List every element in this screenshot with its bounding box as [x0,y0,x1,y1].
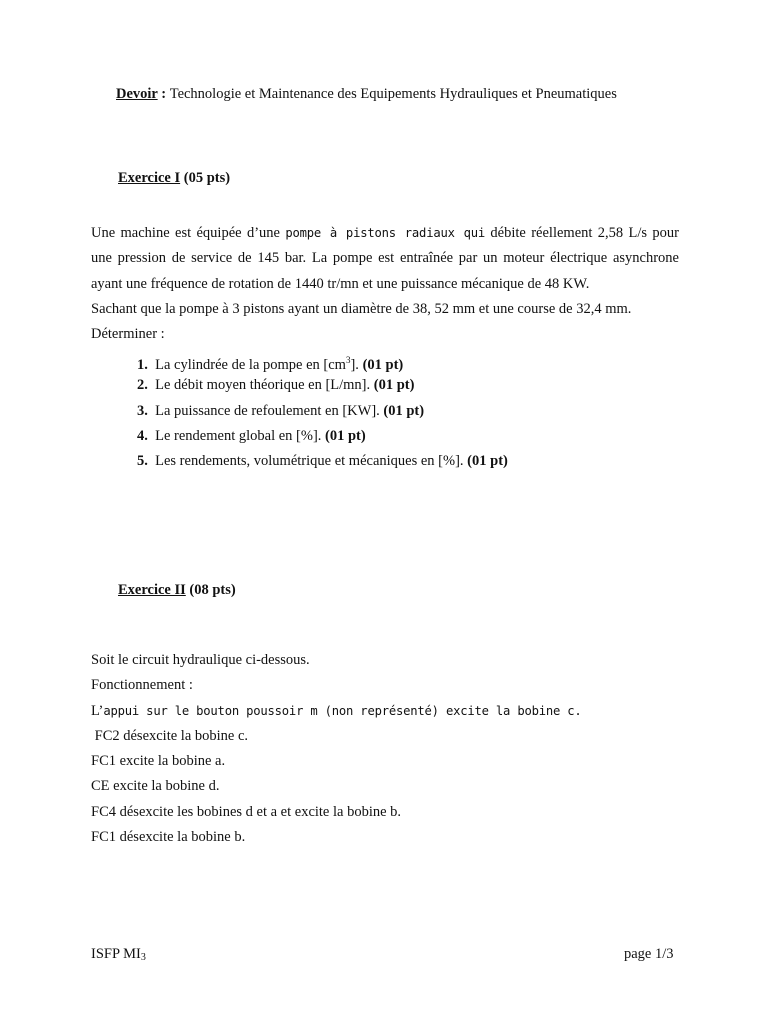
pump-type-text: pompe à pistons radiaux qui [285,226,486,240]
document-header [116,86,617,103]
exercise2-step: FC2 désexcite la bobine c. [91,727,249,744]
exercise1-points: (05 pts) [183,170,231,186]
task-number: 2. [137,377,148,394]
task-number: 1. [137,356,148,373]
task-points: (01 pt) [383,402,425,419]
exercise1-title: Exercice I [118,170,181,186]
exercise2-step-push: L’appui sur le bouton poussoir m (non représenté) excite la bobine c. [91,702,582,719]
statement-line-3: ayant une fréquence de rotation de 1440 tr/mn et une puissance mécanique de 48 KW. [91,275,590,292]
task-item: 4. Le rendement global en [%]. (01 pt) [137,427,366,444]
exercise2-heading [118,582,236,599]
exercise1-task-list [91,348,651,474]
header-separator: : [157,86,170,102]
exercise2-step: FC1 désexcite la bobine b. [91,829,246,846]
footer-left: ISFP MI3 [91,946,146,963]
task-points: (01 pt) [362,356,404,373]
task-number: 5. [137,453,148,470]
task-points: (01 pt) [373,377,415,394]
task-points: (01 pt) [467,453,508,470]
footer-page-number: page 1/3 [624,946,674,962]
statement-line-4: Sachant que la pompe à 3 pistons ayant un diamètre de 38, 52 mm et une course de 32,4 mm. [91,300,632,317]
task-item: 5. Les rendements, volumétrique et mécaniques en [%]. (01 pt) [137,453,508,470]
header-label: Devoir [116,86,158,102]
task-item: 3. La puissance de refoulement en [KW]. (01 pt) [137,402,425,419]
task-points: (01 pt) [325,427,366,444]
task-item: 2. Le débit moyen théorique en [L/mn]. (01 pt) [137,377,415,394]
statement-line-1: Une machine est équipée d’une pompe à pistons radiaux qui débite réellement 2,58 L/s pour [91,225,679,241]
exercise2-step: CE excite la bobine d. [91,778,220,795]
statement-line-2: une pression de service de 145 bar. La pompe est entraînée par un moteur électrique asynchrone [91,250,679,267]
task-number: 4. [137,427,148,444]
statement-line-5: Déterminer : [91,326,165,343]
header-title: Technologie et Maintenance des Equipements Hydrauliques et Pneumatiques [169,86,617,102]
exercise2-step: FC1 excite la bobine a. [91,753,226,770]
exercise2-points: (08 pts) [189,582,236,598]
task-number: 3. [137,402,148,419]
exercise2-functioning-label: Fonctionnement : [91,677,193,694]
exercise1-heading [118,170,230,187]
exercise2-title: Exercice II [118,582,186,598]
exercise2-intro: Soit le circuit hydraulique ci-dessous. [91,652,310,668]
exercise2-step: FC4 désexcite les bobines d et a et excite la bobine b. [91,803,402,820]
exercise1-statement [91,221,679,347]
exercise2-statement [91,648,679,850]
task-item: 1. La cylindrée de la pompe en $[cm^3]$. (01 pt) [137,355,404,373]
